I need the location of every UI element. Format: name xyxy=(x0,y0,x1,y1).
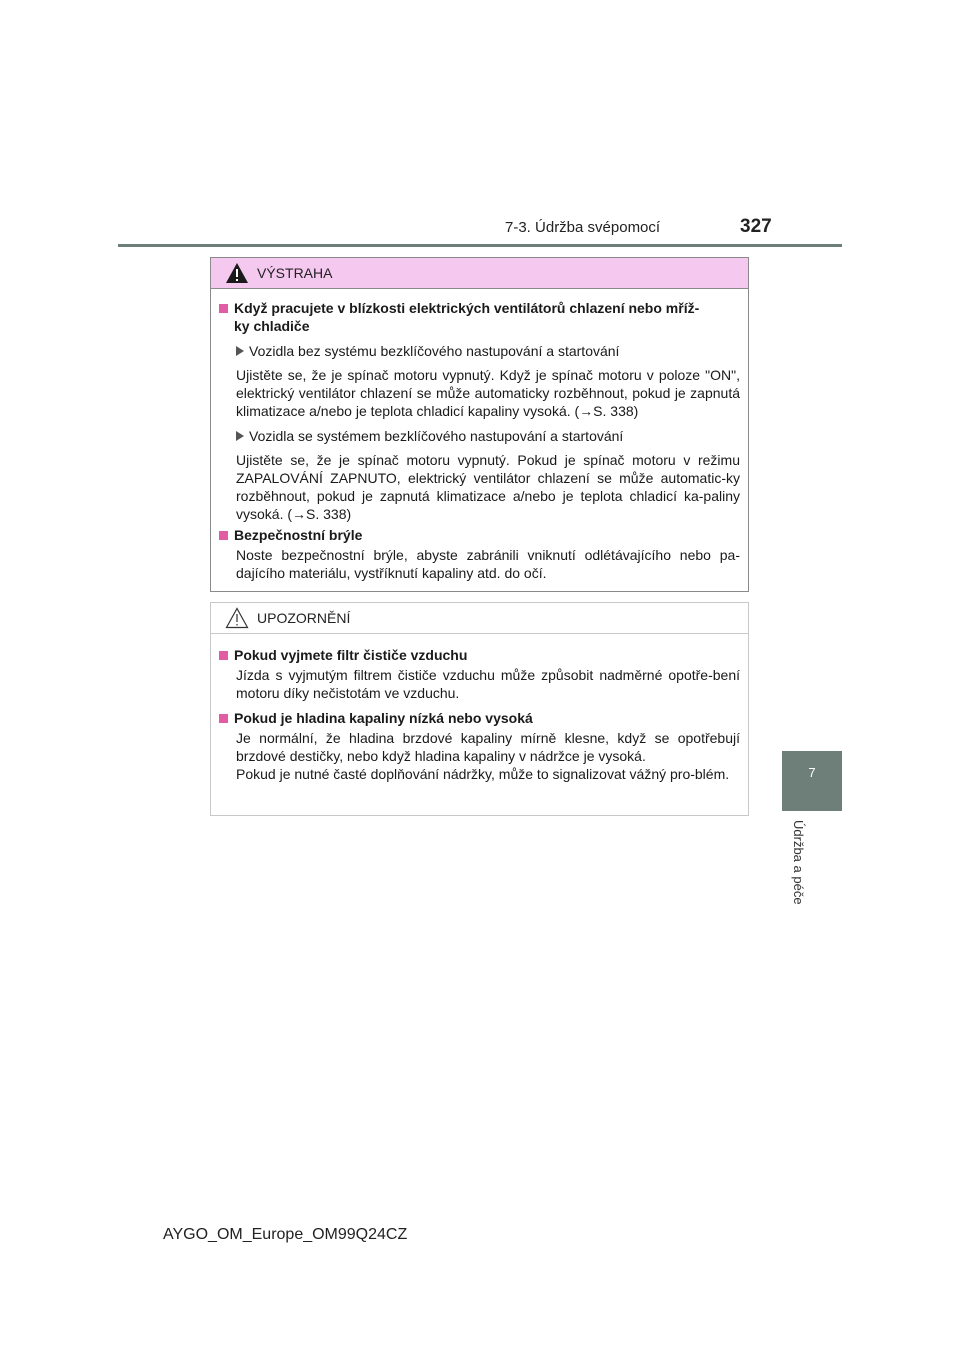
caution-heading: UPOZORNĚNÍ xyxy=(257,610,351,626)
document-code: AYGO_OM_Europe_OM99Q24CZ xyxy=(163,1226,408,1243)
chapter-title: Údržba a péče xyxy=(791,820,806,905)
warning-header xyxy=(211,258,748,289)
bullet-square-icon xyxy=(219,304,228,313)
section-title: 7-3. Údržba svépomocí xyxy=(505,219,661,236)
paragraph: Ujistěte se, že je spínač motoru vypnutý. Když je spínač motoru v poloze "ON", elektrický ventilátor chlazení se může automaticky rozběhnout, pokud je zapnutá klimatizace a/nebo je teplota chladicí kapaliny vysoká. (→S. 338) xyxy=(236,367,740,419)
paragraph: Noste bezpečnostní brýle, abyste zabránili vniknutí odlétávajícího nebo pa-dajícího materiálu, vystříknutí kapaliny atd. do očí. xyxy=(236,547,740,581)
header-divider xyxy=(118,244,842,247)
page-number: 327 xyxy=(740,216,772,237)
arrow-right-icon xyxy=(236,346,244,356)
warning-item-title: Bezpečnostní brýle xyxy=(219,526,740,544)
warning-triangle-icon xyxy=(225,262,249,284)
caution-box xyxy=(210,602,749,816)
caution-triangle-icon xyxy=(225,607,249,629)
paragraph: Jízda s vyjmutým filtrem čističe vzduchu může způsobit nadměrné opotře-bení motoru díky nečistotám ve vzduchu. xyxy=(236,667,740,701)
sub-heading: Vozidla bez systému bezklíčového nastupování a startování xyxy=(219,342,740,360)
caution-header xyxy=(211,603,748,634)
sub-heading: Vozidla se systémem bezklíčového nastupování a startování xyxy=(219,427,740,445)
warning-box xyxy=(210,257,749,592)
bullet-square-icon xyxy=(219,714,228,723)
arrow-right-icon xyxy=(236,431,244,441)
paragraph: Pokud je nutné časté doplňování nádržky, může to signalizovat vážný pro-blém. xyxy=(236,766,730,782)
warning-item-title: Když pracujete v blízkosti elektrických ventilátorů chlazení nebo mříž- ky chladiče xyxy=(219,299,740,335)
bullet-square-icon xyxy=(219,651,228,660)
chapter-tab: 7 xyxy=(782,751,842,811)
caution-item-title: Pokud vyjmete filtr čističe vzduchu xyxy=(219,646,740,664)
warning-heading: VÝSTRAHA xyxy=(257,265,333,281)
caution-item-title: Pokud je hladina kapaliny nízká nebo vysoká xyxy=(219,709,740,727)
bullet-square-icon xyxy=(219,531,228,540)
paragraph: Je normální, že hladina brzdové kapaliny mírně klesne, když se opotřebují brzdové destičky, nebo když hladina kapaliny v nádržce je vysoká. xyxy=(236,730,740,764)
paragraph: Ujistěte se, že je spínač motoru vypnutý. Pokud je spínač motoru v režimu ZAPALOVÁNÍ ZAPNUTO, elektrický ventilátor chlazení se může automatic-ky rozběhnout, pokud je zapnutá klimatizace a/nebo je teplota chladicí ka-paliny vysoká. (→S. 338) xyxy=(236,452,740,522)
